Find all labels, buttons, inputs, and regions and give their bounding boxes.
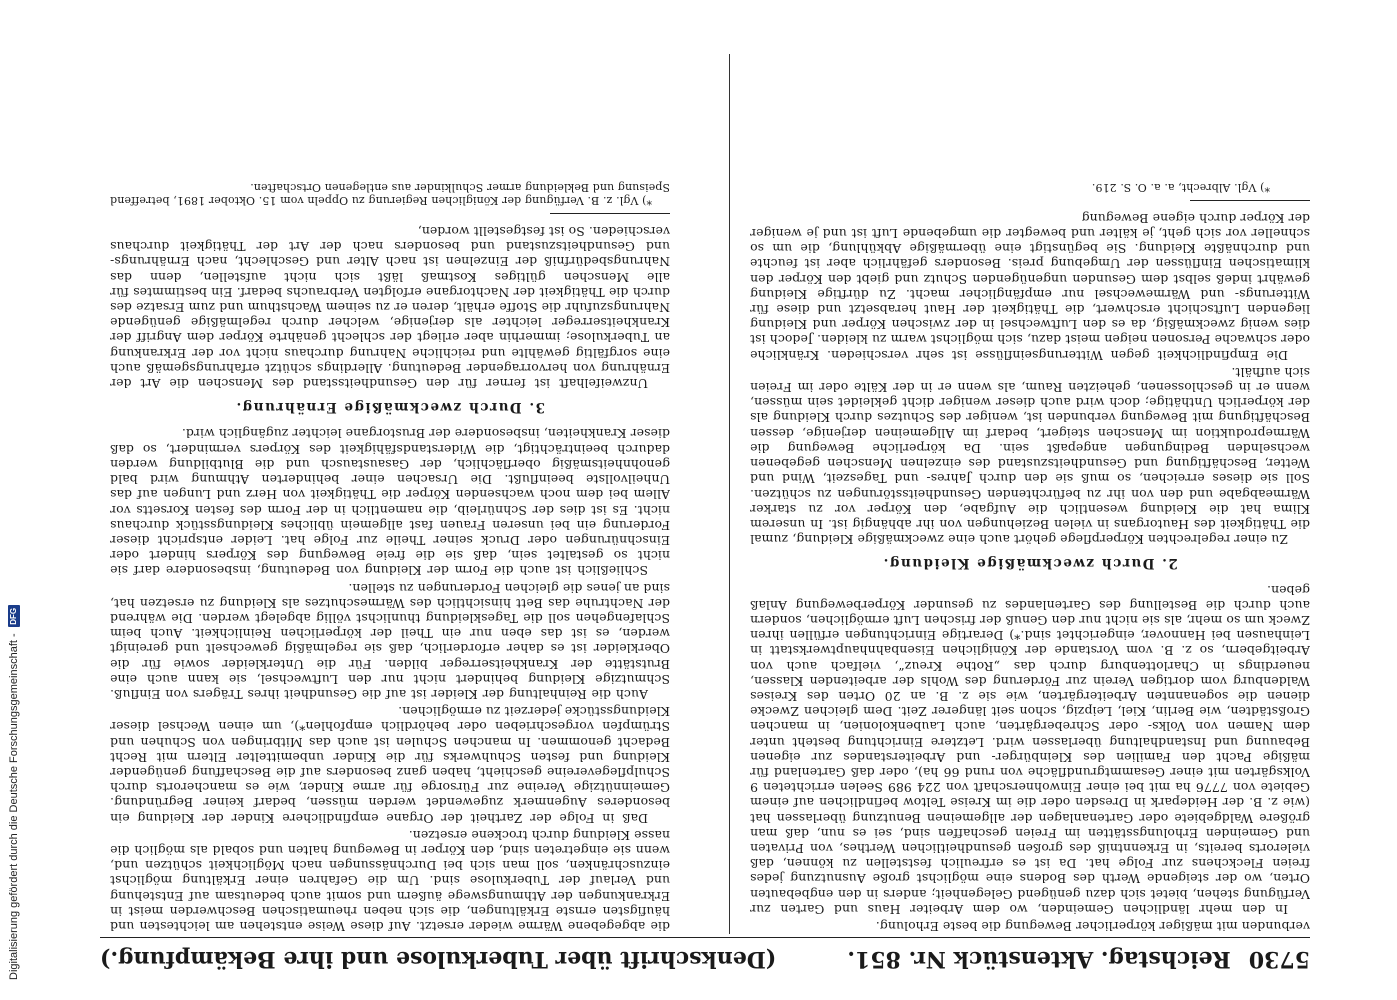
paragraph: Die Empfindlichkeit gegen Witterungseinflüsse ist sehr verschieden. Kränkliche oder schwache Personen neigen meist dazu, sich möglichst warm zu kleiden. Jedoch ist dies wenig zweckmäßig, da es den Luftwechsel in der zwischen Körper und Kleidung liegenden Luftschicht erschwert, die Thätigkeit der Haut herabsetzt und diese für Witterungs- und Wärmewechsel nur empfänglicher macht. Zu dürftige Kleidung gewährt indeß selbst dem Gesunden ungenügenden Schutz und giebt den Körper den klimatischen Einflüssen der Umgebung preis. Besonders gefährlich aber ist feuchte und durchnäßte Kleidung. Sie begünstigt eine übermäßige Abkühlung, die um so schneller vor sich geht, je kälter und bewegter die umgebende Luft ist und je weniger der Körper durch eigene Bewegung (750, 210, 1310, 363)
section-heading: 3. Durch zweckmäßige Ernährung. (235, 399, 545, 416)
paragraph: Daß in Folge der Zartheit der Organe empfindlichere Kinder der Kleidung ein besonderes Augenmerk zugewendet werden müssen, bedarf keiner Begründung. Gemeinnützige Vereine zur Fürsorge für arme Kinder, wie es mancherorts durch Schulpflegevereine geschieht, haben ganz besonders auf die Beschaffung genügender Kleidung und festen Schuhwerks für die Kinder unbemittelter Eltern mit Recht Bedacht genommen. In manchen Schulen ist auch das Mitbringen von Schuhen und Strümpfen vorgeschrieben oder behördlich empfohlen*), um einen Wechsel dieser Kleidungsstücke jederzeit zu ermöglichen. (110, 704, 670, 826)
footnote-rule (1190, 200, 1310, 201)
paragraph: die abgegebene Wärme wieder ersetzt. Auf diese Weise entstehen am leichtesten und häufigsten ernste Erkältungen, die sich neben rheumatischen Beschwerden meist in Erkrankungen der Athmungswege äußern und somit auch bedeutsam auf Entstehung und Verlauf der Tuberkulose sind. Um die Gefahren einer Erkältung möglichst einzuschränken, soll man sich bei Durchnässungen nach Möglichkeit schützen und, wenn sie eingetreten sind, den Körper in Bewegung halten und sobald als möglich die nasse Kleidung durch trockene ersetzen. (110, 827, 670, 934)
document-page (40, 0, 1370, 1000)
paragraph: Zu einer regelrechten Körperpflege gehört auch eine zweckmäßige Kleidung, zumal die Thätigkeit des Hautorgans in vielen Beziehungen von ihr abhängig ist. In unserem Klima hat die Kleidung wesentlich die Aufgabe, den Körper vor zu starker Wärmeabgabe und den von ihr zu befürchtenden Gesundheitsstörungen zu schützen. Soll sie dieses erreichen, so muß sie den durch Jahres- und Tageszeit, Wind und Wetter, Beschäftigung und Gesundheitszustand des einzelnen Menschen gegebenen wechselnden Bedingungen angepaßt sein. Da körperliche Bewegung die Wärmeproduktion im Menschen steigert, bedarf im Allgemeinen derjenige, dessen Beschäftigung mit Bewegung verbunden ist, weniger des Schutzes durch Kleidung als der körperlich Unthätige; doch wird auch dieser weniger dicht gekleidet sein müssen, wenn er in geschlossenen, geheizten Raum, als wenn er in der Kälte oder im Freien sich aufhält. (750, 364, 1310, 548)
header-title-right: (Denkschrift über Tuberkulose und ihre Bekämpfung.) (100, 946, 777, 972)
paragraph: Unzweifelhaft ist ferner für den Gesundheitsstand des Menschen die Art der Ernährung von hervorragender Bedeutung. Allerdings schützt erfahrungsgemäß auch eine sorgfältig gewählte und reichliche Nahrung durchaus nicht vor der Erkrankung an Tuberkulose; immerhin aber erliegt der schlecht genährte Körper dem Angriff der Krankheitserreger leichter als derjenige, welcher durch regelmäßige genügende Nahrungszufuhr die Stoffe erhält, deren er zu seinem Wachsthum und zum Ersatze des durch die Thätigkeit der Nachtorgane erfolgten Verbrauchs bedarf. Ein bestimmtes für alle Menschen gültiges Kostmaß läßt sich nicht aufstellen, denn das Nahrungsbedürfniß der Einzelnen ist nach Alter und Geschlecht, nach Ernährungs- und Gesundheitszustand und besonders nach der Art der Thätigkeit durchaus verschieden. So ist festgestellt worden, (110, 224, 670, 392)
left-column (750, 54, 1310, 934)
footnote: *) Vgl. Albrecht, a. a. O. S. 219. (1091, 180, 1270, 194)
footnote: *) Vgl. z. B. Verfügung der Königlichen Regierung zu Oppeln vom 15. Oktober 1891, betreffend Speisung und Bekleidung armer Schulkinder aus entlegenen Ortschaften. (110, 180, 670, 207)
page-header (100, 937, 1310, 972)
column-divider (729, 54, 730, 934)
paragraph: Schließlich ist auch die Form der Kleidung von Bedeutung, insbesondere darf sie nicht so gestaltet sein, daß sie die freie Bewegung des Körpers hindert oder Einschnürungen oder Druck seiner Theile zur Folge hat. Leider entspricht dieser Forderung ein bei unseren Frauen fast allgemein übliches Kleidungsstück durchaus nicht. Es ist dies der Schnürleib, die namentlich in der Form des festen Korsetts vor Allem bei dem noch wachsenden Körper die Thätigkeit von Herz und Lungen auf das Unheilvollste beeinflußt. Die Ursachen einer behinderten Athmung wird bald genohnheitsmäßig oberflächlich, der Gasaustausch und die Blutbildung werden dadurch beeinträchtigt, die Widerstandsfähigkeit des Körpers vermindert, so daß dieser Krankheiten, insbesondere der Brustorgane leichter zugänglich wird. (110, 426, 670, 579)
page-number: 5730 (1248, 946, 1310, 972)
header-title-left: Reichstag. Aktenstück Nr. 851. (847, 946, 1231, 972)
paragraph: verbunden mit mäßiger körperlicher Bewegung die beste Erholung. (875, 919, 1310, 934)
paragraph: In den mehr ländlichen Gemeinden, wo dem Arbeiter Haus und Garten zur Verfügung stehen, bietet sich dazu genügend Gelegenheit; anders in den engbebauten Orten, wo der steigende Werth des Bodens eine möglichst große Ausnutzung jedes freien Fleckchens zur Folge hat. Da ist es erfreulich feststellen zu können, daß vielerorts bereits, in Erkenntniß des großen gesundheitlichen Werthes, von Privaten und Gemeinden Erholungsstätten im Freien geschaffen sind, sei es nun, daß man größere Waldgebiete oder Gartenanlagen der allgemeinen Benutzung überlassen hat (wie z. B. der Heidepark in Dresden oder die im Kreise Teltow befindlichen auf einem Gebiete von 7776 ha mit bei einer Einwohnerschaft von 224 989 Seelen errichteten 9 Volksgärten mit einer Gesammtgrundfläche von rund 66 ha), oder daß Gartenland für mäßige Pacht den Familien des Kleinbürger- und Arbeiterstandes zur eigenen Bebauung und Instandhaltung überlassen wird. Letztere Einrichtung besteht unter dem Namen von Volks- oder Schrebergärten, auch Laubenkolonien, in manchen Großstädten, wie Berlin, Kiel, Leipzig, schon seit längerer Zeit. Dem gleichen Zwecke dienen die sogenannten Arbeitergärten, wie sie z. B. an 20 Orten des Kreises Waldenburg vom dortigen Verein zur Förderung des Wohls der arbeitenden Klassen, neuerdings in Charlottenburg durch das „Rothe Kreuz“, vielfach auch von Arbeitgebern, so z. B. vom Vorstande der Königlichen Eisenbahnhauptwerkstatt in Leinhausen bei Hannover, eingerichtet sind.*) Derartige Einrichtungen erfüllen ihren Zweck um so mehr, als sie nicht nur den Genuß der frischen Luft ermöglichen, sondern auch durch die Bestellung des Gartenlandes zu gesunder Körperbewegung Anlaß geben. (750, 582, 1310, 917)
digitization-credit-text: Digitalisierung gefördert durch die Deutsche Forschungsgemeinschaft - (8, 633, 20, 980)
digitization-credit (8, 605, 20, 980)
paragraph: Auch die Reinhaltung der Kleider ist auf die Gesundheit ihres Trägers von Einfluß. Schmutzige Kleidung behindert nicht nur den Luftwechsel, sie kann auch eine Brutstätte der Krankheitserreger bilden. Für die Unterkleider sowie für die Oberkleider ist es daher erforderlich, daß sie regelmäßig gewechselt und gereinigt werden, es ist das eben nur ein Theil der körperlichen Reinlichkeit. Auch beim Schlafengehen soll die Tageskleidung thunlichst völlig abgelegt werden. Die während der Nachtruhe das Bett hinsichtlich des Wärmeschutzes als Kleidung zu ersetzen hat, sind an jenes die gleichen Forderungen zu stellen. (110, 580, 670, 702)
section-heading: 2. Durch zweckmäßige Kleidung. (882, 555, 1178, 572)
right-column (110, 54, 670, 934)
dfg-logo: DFG (8, 605, 20, 627)
footnote-rule (550, 213, 670, 214)
